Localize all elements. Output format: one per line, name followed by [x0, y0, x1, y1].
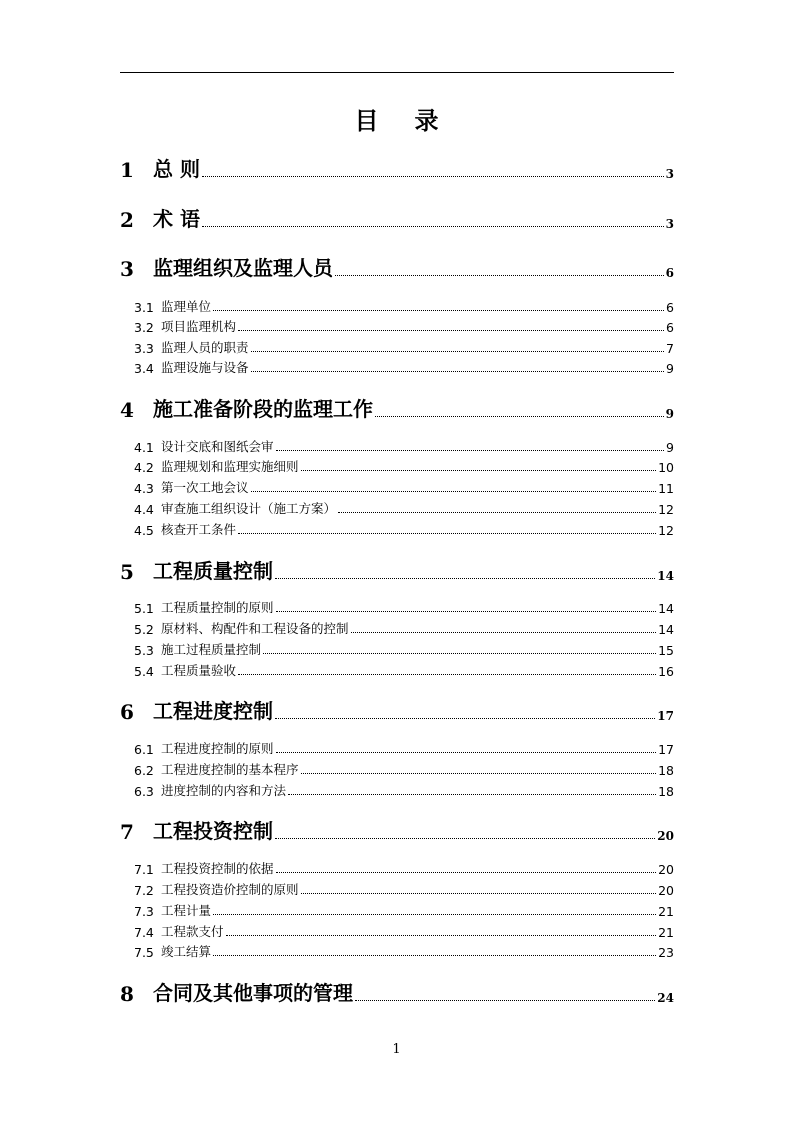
- section-number: 3.2: [134, 320, 154, 335]
- dot-leader: [338, 512, 656, 513]
- chapter-title: 监理组织及监理人员: [153, 256, 333, 280]
- chapter-title: 术 语: [153, 207, 200, 231]
- page-number: 1: [392, 1042, 401, 1057]
- chapter-number: 3: [120, 257, 134, 281]
- toc-section-3-4[interactable]: [134, 358, 674, 376]
- section-title: 工程进度控制的基本程序: [161, 762, 299, 777]
- dot-leader: [202, 176, 664, 177]
- chapter-page: 3: [665, 167, 674, 181]
- section-title: 竣工结算: [161, 944, 212, 959]
- chapter-number: 7: [120, 820, 134, 844]
- section-number: 7.2: [134, 883, 154, 898]
- section-title: 设计交底和图纸会审: [161, 439, 274, 454]
- dot-leader: [276, 450, 665, 451]
- toc-section-7-5[interactable]: [134, 942, 674, 960]
- toc-title-left: 目: [354, 106, 379, 135]
- section-page: 20: [658, 883, 674, 898]
- section-number: 7.4: [134, 925, 154, 940]
- toc-section-4-3[interactable]: [134, 478, 674, 496]
- toc-section-5-1[interactable]: [134, 598, 674, 616]
- section-title: 项目监理机构: [161, 319, 237, 334]
- section-title: 工程款支付: [161, 924, 224, 939]
- section-number: 5.4: [134, 664, 154, 679]
- section-title: 工程投资控制的依据: [161, 861, 274, 876]
- toc-section-3-3[interactable]: [134, 338, 674, 356]
- toc-section-5-4[interactable]: [134, 661, 674, 679]
- dot-leader: [202, 226, 664, 227]
- dot-leader: [276, 752, 657, 753]
- dot-leader: [351, 632, 657, 633]
- toc-section-4-1[interactable]: [134, 437, 674, 455]
- chapter-title: 总 则: [153, 157, 200, 181]
- toc-section-7-4[interactable]: [134, 922, 674, 940]
- toc-chapter-1[interactable]: [120, 154, 674, 182]
- section-page: 6: [666, 320, 674, 335]
- toc-section-6-3[interactable]: [134, 781, 674, 799]
- chapter-title: 工程进度控制: [153, 699, 273, 723]
- section-title: 审查施工组织设计（施工方案）: [161, 501, 337, 516]
- section-title: 核查开工条件: [161, 522, 237, 537]
- section-page: 11: [658, 481, 674, 496]
- section-page: 6: [666, 300, 674, 315]
- section-title: 工程质量控制的原则: [161, 600, 274, 615]
- chapter-number: 4: [120, 398, 134, 422]
- dot-leader: [288, 794, 656, 795]
- dot-leader: [263, 653, 656, 654]
- chapter-page: 14: [657, 569, 674, 583]
- dot-leader: [275, 838, 655, 839]
- section-number: 6.3: [134, 784, 154, 799]
- toc-section-3-1[interactable]: [134, 297, 674, 315]
- dot-leader: [238, 533, 656, 534]
- chapter-title: 工程投资控制: [153, 819, 273, 843]
- toc-section-4-5[interactable]: [134, 520, 674, 538]
- dot-leader: [213, 914, 656, 915]
- chapter-number: 5: [120, 560, 134, 584]
- section-number: 4.3: [134, 481, 154, 496]
- section-number: 3.4: [134, 361, 154, 376]
- dot-leader: [276, 872, 657, 873]
- section-number: 5.2: [134, 622, 154, 637]
- section-page: 23: [658, 945, 674, 960]
- section-page: 16: [658, 664, 674, 679]
- dot-leader: [375, 416, 664, 417]
- section-page: 15: [658, 643, 674, 658]
- section-title: 监理人员的职责: [161, 340, 249, 355]
- toc-title-right: 录: [414, 106, 439, 135]
- section-number: 6.1: [134, 742, 154, 757]
- section-title: 进度控制的内容和方法: [161, 783, 287, 798]
- section-number: 4.4: [134, 502, 154, 517]
- toc-section-3-2[interactable]: [134, 317, 674, 335]
- section-number: 3.3: [134, 341, 154, 356]
- section-number: 5.1: [134, 601, 154, 616]
- dot-leader: [213, 955, 656, 956]
- section-page: 10: [658, 460, 674, 475]
- toc-section-7-2[interactable]: [134, 880, 674, 898]
- dot-leader: [301, 893, 657, 894]
- dot-leader: [251, 491, 657, 492]
- toc-chapter-6[interactable]: [120, 696, 674, 724]
- chapter-number: 2: [120, 208, 134, 232]
- section-number: 3.1: [134, 300, 154, 315]
- section-title: 工程计量: [161, 903, 212, 918]
- chapter-title: 施工准备阶段的监理工作: [153, 397, 373, 421]
- section-title: 原材料、构配件和工程设备的控制: [161, 621, 349, 636]
- section-page: 14: [658, 601, 674, 616]
- chapter-number: 1: [120, 158, 134, 182]
- section-page: 14: [658, 622, 674, 637]
- toc-section-7-3[interactable]: [134, 901, 674, 919]
- section-title: 监理设施与设备: [161, 360, 249, 375]
- dot-leader: [238, 674, 656, 675]
- section-page: 12: [658, 502, 674, 517]
- section-number: 4.1: [134, 440, 154, 455]
- section-number: 7.3: [134, 904, 154, 919]
- section-page: 21: [658, 904, 674, 919]
- section-number: 5.3: [134, 643, 154, 658]
- dot-leader: [238, 330, 664, 331]
- section-page: 17: [658, 742, 674, 757]
- section-page: 21: [658, 925, 674, 940]
- toc-chapter-2[interactable]: [120, 204, 674, 232]
- chapter-page: 9: [665, 407, 674, 421]
- section-number: 7.5: [134, 945, 154, 960]
- section-page: 9: [666, 361, 674, 376]
- section-number: 7.1: [134, 862, 154, 877]
- dot-leader: [335, 275, 664, 276]
- toc-section-5-2[interactable]: [134, 619, 674, 637]
- chapter-page: 20: [657, 829, 674, 843]
- section-title: 工程投资造价控制的原则: [161, 882, 299, 897]
- chapter-title: 合同及其他事项的管理: [153, 981, 353, 1005]
- section-title: 工程质量验收: [161, 663, 237, 678]
- toc-section-4-4[interactable]: [134, 499, 674, 517]
- dot-leader: [301, 470, 657, 471]
- section-page: 20: [658, 862, 674, 877]
- chapter-number: 8: [120, 982, 134, 1006]
- section-page: 9: [666, 440, 674, 455]
- section-title: 监理规划和监理实施细则: [161, 459, 299, 474]
- toc-section-5-3[interactable]: [134, 640, 674, 658]
- toc-chapter-8[interactable]: [120, 978, 674, 1006]
- dot-leader: [355, 1000, 655, 1001]
- section-number: 4.2: [134, 460, 154, 475]
- section-page: 12: [658, 523, 674, 538]
- toc-section-4-2[interactable]: [134, 457, 674, 475]
- toc-section-6-2[interactable]: [134, 760, 674, 778]
- dot-leader: [275, 718, 655, 719]
- chapter-page: 6: [665, 266, 674, 280]
- dot-leader: [301, 773, 657, 774]
- section-title: 监理单位: [161, 299, 212, 314]
- section-page: 7: [666, 341, 674, 356]
- section-title: 施工过程质量控制: [161, 642, 262, 657]
- toc-chapter-3[interactable]: [120, 253, 674, 281]
- chapter-title: 工程质量控制: [153, 559, 273, 583]
- dot-leader: [275, 578, 655, 579]
- dot-leader: [251, 371, 665, 372]
- section-title: 工程进度控制的原则: [161, 741, 274, 756]
- toc-chapter-4[interactable]: [120, 394, 674, 422]
- section-page: 18: [658, 763, 674, 778]
- chapter-page: 24: [657, 991, 674, 1005]
- toc-chapter-7[interactable]: [120, 816, 674, 844]
- section-title: 第一次工地会议: [161, 480, 249, 495]
- section-number: 6.2: [134, 763, 154, 778]
- chapter-number: 6: [120, 700, 134, 724]
- dot-leader: [251, 351, 665, 352]
- toc-section-7-1[interactable]: [134, 859, 674, 877]
- toc-chapter-5[interactable]: [120, 556, 674, 584]
- section-number: 4.5: [134, 523, 154, 538]
- chapter-page: 3: [665, 217, 674, 231]
- dot-leader: [226, 935, 657, 936]
- chapter-page: 17: [657, 709, 674, 723]
- dot-leader: [213, 310, 664, 311]
- dot-leader: [276, 611, 657, 612]
- section-page: 18: [658, 784, 674, 799]
- toc-section-6-1[interactable]: [134, 739, 674, 757]
